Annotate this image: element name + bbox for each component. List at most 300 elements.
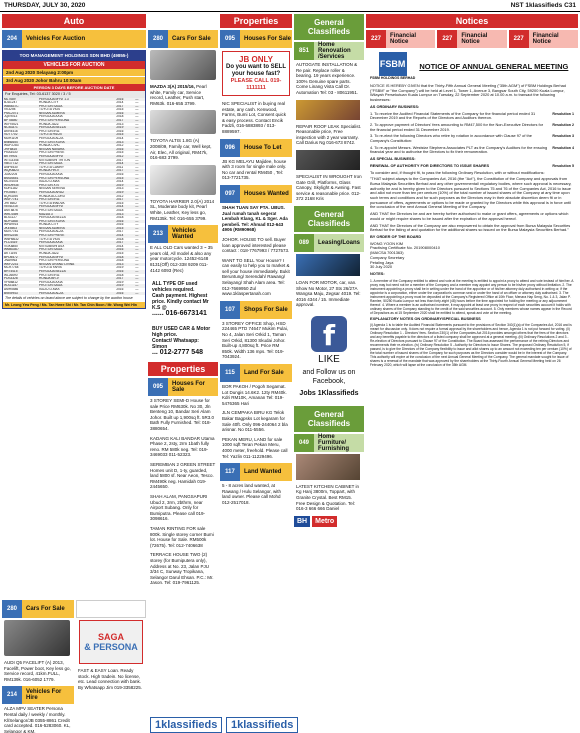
mid2-text-2: JB KG MELAYU Majidee, house with 3 room for single male only. No car and rental RM450 , Tel: 013-7721735. xyxy=(222,158,287,181)
vfa-cell: — xyxy=(135,115,139,119)
notices-column xyxy=(366,14,578,369)
notice-item-4-res: Resolution 4 xyxy=(552,145,574,150)
vfa-cell: 2016 xyxy=(116,270,124,273)
vfa-contacts: Mr. Leong Yew Peng / Ms. Tan Hwee Shi / Mr. Tan Chin Boon / Mr. Wong Wei Hin xyxy=(3,302,145,309)
used-vehicle-l2: Cash payment. Highest price. Kindly contact Mr K.S @ xyxy=(152,293,209,312)
vfa-cell: VFM8812 xyxy=(4,280,18,284)
cfs-num: 280 xyxy=(2,600,22,618)
notice-tab-3-num: 227 xyxy=(509,30,529,48)
vfa-cell: — xyxy=(135,126,139,130)
vfa-cell: — xyxy=(135,259,139,263)
vfa-cell: KDR1182 xyxy=(4,187,18,191)
notice-intro: NOTICE IS HEREBY GIVEN that the Thirty-Fifth Annual General Meeting ("35th AGM") of FSBM Holdings Berhad ("FSBM" or "the Company") will be held at Level 1, Tower 1, Avenue 3, Bangsar South City, 59200 Kuala Lumpur, Wilayah Persekutuan Kuala Lumpur on Tuesday, 22 September 2020 at 10.00 a.m. to transact the following businesses: xyxy=(370,83,566,103)
gate-photo xyxy=(296,150,360,170)
vfa-cell: 2014 xyxy=(116,162,124,166)
vfa-cell: PERODUA AXIA xyxy=(39,172,63,176)
vfa-cell: 2014 xyxy=(116,205,124,209)
vfa-cell: AKT1194 xyxy=(4,252,18,256)
notice-item-3-text: 3. To re-elect the following Directors who retire by rotation in accordance with Clause 97 of the Company's Constitution: xyxy=(370,133,532,144)
vfa-cell: — xyxy=(135,280,139,284)
gc-band-3: General Classifieds xyxy=(294,406,364,432)
vfa-cell: — xyxy=(135,205,139,209)
vfa-cell: 2017 xyxy=(116,277,124,281)
vfa-cell: 2017 xyxy=(116,241,124,245)
vfa-cell: AKR4416 xyxy=(4,129,18,133)
vfa-cell: WQK8823 xyxy=(4,169,19,173)
vfa-cell: BNS9943 xyxy=(4,291,18,295)
vw-header xyxy=(148,225,218,243)
vfa-cell: 2016 xyxy=(116,111,124,115)
vfa-cell: PERODUA MYVI xyxy=(39,205,64,209)
notice-item-3-res: Resolution 3 xyxy=(552,134,574,139)
harrier-photo xyxy=(150,165,216,195)
notice-tab-1-num: 227 xyxy=(366,30,386,48)
vfa-cell: AMT8876 xyxy=(4,208,18,212)
htl-num: 096 xyxy=(220,139,240,157)
gc-text-3: SPECIALIST IN WROUGHT Iron Gate Grill, Platforms, Glass Canopy, Skylight & Awning. Fast service & reasonable price. 012-372 2168 Kris xyxy=(296,173,362,202)
sfs-num: 107 xyxy=(220,301,240,319)
vfa-cell: JKE5503 xyxy=(4,226,17,230)
vfa-cell: HONDA JAZZ xyxy=(39,122,59,126)
vfa-cell: NISSAN ALMERA xyxy=(39,226,65,230)
vfa-cell: PERODUA ALZA xyxy=(39,137,64,141)
saga-ad-top xyxy=(76,600,146,618)
vfa-cell: MITSUBISHI ASX xyxy=(39,244,65,248)
vfa-cell: NISSAN GRAND LIVINA xyxy=(39,262,75,266)
vfa-cell: 2015 xyxy=(116,151,124,155)
vfa-cell: — xyxy=(135,255,139,259)
vfa-cell: WRL4459 xyxy=(4,212,19,216)
vfa-cell: WLJ6690 xyxy=(4,273,18,277)
vfa-cell: — xyxy=(135,140,139,144)
vfa-cell: JLM2204 xyxy=(4,172,18,176)
vfa-cell: WB6637C xyxy=(4,104,19,108)
notice-p5: AND THAT the Directors of the Company are also empowered to obtain the approval from Bursa Malaysia Securities Berhad for the listing of and quotation for the additional shares so issued on the Bursa Malaysia Securities Berhad." xyxy=(370,222,571,233)
vfa-cell: — xyxy=(135,241,139,245)
vfa-cell: ML7689 xyxy=(4,97,16,101)
buy-car-l1: BUY USED CAR & Motor high price. xyxy=(152,326,211,339)
auto-cfs-column xyxy=(2,598,74,733)
vfa-cell: PMC2071 xyxy=(4,111,19,115)
gc-band: General Classifieds xyxy=(294,14,364,40)
vfa-notice: PERSON 3 DAYS BEFORE AUCTION DATE xyxy=(3,84,145,91)
facebook-promo xyxy=(294,316,364,400)
vfa-cell: — xyxy=(135,133,139,137)
jb-only-body: Do you want to SELL your house fast? xyxy=(226,64,286,77)
vfa-cell: PERODUA BEZZA xyxy=(39,270,66,273)
vfa-cell: — xyxy=(135,244,139,248)
mazda-photo xyxy=(150,50,216,80)
vfa-cell: JHT6602 xyxy=(4,201,17,205)
hw-num: 097 xyxy=(220,185,240,203)
cfs-header xyxy=(2,600,74,618)
mid1-house-1: 3 STOREY SEMI-D House for sale Price RM630k. No 30, Jln Benteng 10, Bandar Seri Alam Johor. Built up 1,900sq ft. 5R3.0 Bath Fully Furnished. Tel: 018-3880654. xyxy=(150,398,215,432)
toyota-photo xyxy=(150,110,216,134)
notices-band: Notices xyxy=(366,14,578,28)
vfa-cell: 2015 xyxy=(116,108,124,112)
vfa-cell: HONDA JAZZ xyxy=(39,252,59,256)
vfa-cell: VEN2215 xyxy=(4,205,18,209)
vfa-cell: 2018 xyxy=(116,237,124,241)
vfa-cell: — xyxy=(135,234,139,238)
vfa-cell: — xyxy=(135,172,139,176)
vfa-cell: — xyxy=(135,176,139,180)
vfa-cell: — xyxy=(135,262,139,266)
vfa-cell: PROTON IRIZ xyxy=(39,198,60,202)
mazda-ad xyxy=(148,82,218,108)
vfa-cell: TOYOTA HILUX xyxy=(39,133,62,137)
jb-only-title: JB ONLY xyxy=(239,55,273,64)
vw-text: E ALL OLD Cars wanted 3 ~ 35 years old, All model & also any year motorcycle. 12452-6148 8131(Off) 012-338 9209 011-4142 6093 (Rec) xyxy=(150,245,213,273)
vfa-cell: BKT9901 xyxy=(4,155,18,158)
vfa-cell: 2012 xyxy=(116,144,124,148)
vfa-cell: 2015 xyxy=(116,133,124,137)
vfa-cell: 2019 xyxy=(116,266,124,270)
vfa-cell: — xyxy=(135,291,139,295)
mid2-text-6: 3 STOREY OFFICE Shop, HSD 224465 PTD 74647 Mukim Pulai, No 4, Jalan Seri Orkid 1, Taman Seri Orkid, 81300 Skudai Johor. Built-up 4,800sq ft. Price RM 850k. Width 136 mps. Tel: 019-7043924. xyxy=(222,320,289,360)
notice-special-title: RENEWAL OF AUTHORITY FOR DIRECTORS TO ISSUE SHARES xyxy=(370,162,490,168)
vfa-cell: — xyxy=(135,104,139,108)
mid1-house-2: KADANG KALI BANDAR Utama Phase 2, 2sty, 2rm 1bath fully reno. RM 580k neg. Tel: 019-3469033 011-52323. xyxy=(150,435,215,458)
gc-band-2: General Classifieds xyxy=(294,206,364,232)
vfa-cell: 2017 xyxy=(116,104,124,108)
vfa-cell: 2016 xyxy=(116,172,124,176)
vfa-cell: 2015 xyxy=(116,201,124,205)
vfa-cell: 2019 xyxy=(116,280,124,284)
vw-num: 213 xyxy=(148,225,168,243)
vfa-cell: — xyxy=(135,226,139,230)
vfa-cell: PLC4419 xyxy=(4,241,18,245)
vfa-cell: TOYOTA INNOVA xyxy=(39,201,65,205)
vfa-num: 204 xyxy=(2,30,22,48)
notice-tab-2-title: Financial Notice xyxy=(457,30,506,48)
vfa-enquiries: For Enquiries, Tel: 03-6137 3020 / 3 / 5 xyxy=(3,91,145,98)
notice-signature: WONG YOON KIM Practising Certificate No. 201908000410 (MAICSA 7001363) Company Secretary Petaling Jaya 30 July 2020 xyxy=(370,240,440,270)
vfa-cell: — xyxy=(135,277,139,281)
vfa-cell: WVD9935 xyxy=(4,183,19,187)
vfa-cell: WSF7741 xyxy=(4,198,19,202)
vfa-cell: 2014 xyxy=(116,244,124,248)
vfa-cell: 2013 xyxy=(116,187,124,191)
vfa-cell: BQR3390 xyxy=(4,194,18,198)
mid1-house-5: TAMAN RINTING FOR sale 800k. Single storey corner Bumi lot. House for Sale. RM500k (72675). Tel: 012-7406638 xyxy=(150,525,214,548)
vfa-cell: PROTON SAGA xyxy=(39,284,63,288)
vfa-cell: TOYOTA VIOS xyxy=(39,108,61,112)
vfa-cell: PROTON IRIZ xyxy=(39,129,60,133)
auto-column xyxy=(2,14,146,309)
notice-item-1-text: 1. To receive the Audited Financial Statements of the Company for the financial period ended 31 December 2019 and the Reports of the Directors and Auditors thereon. xyxy=(370,110,536,121)
vfa-cell: VK3298 xyxy=(4,108,16,112)
vfa-cell: HONDA CIVIC xyxy=(39,144,60,148)
vfa-cell: ANP5530 xyxy=(4,165,18,169)
vfa-cell: PROTON SAGA xyxy=(39,248,63,252)
notice-tab-1-title: Financial Notice xyxy=(386,30,435,48)
vfa-cell: — xyxy=(135,223,139,227)
vfa-cell: JNA9963 xyxy=(4,259,18,263)
vfa-cell: 2014 xyxy=(116,137,124,141)
gc-text-2: REPAIR ROOF LEAK Specialist. Reasonable price, Free inspection with 2 year warranty. Call Darius Ng 016-673 8742. xyxy=(296,123,362,146)
vfa-date-1: 2nd Aug 2020 Selayang 2:00pm xyxy=(3,69,145,76)
vfa-cell: PERODUA ARUZ xyxy=(39,190,65,194)
vfa-cell: AMH5586 xyxy=(4,287,19,291)
vfa-cell: — xyxy=(135,108,139,112)
vfa-cell: PROTON PREVE xyxy=(39,151,65,155)
vfa-cell: PROTON X70 xyxy=(39,183,60,187)
vfa-cell: BMG6651 xyxy=(4,176,19,180)
vfa-cell: — xyxy=(135,187,139,191)
vfa-cell: ISUZU D-MAX xyxy=(39,180,60,184)
harrier-ad: TOYOTA HARRIER 2.0(A) 2014 SL, Moderate body kit, Pearl White, Leather, Key less go, RM135k. Tel: 016-655 3799. xyxy=(150,198,215,221)
toyota-altis-ad: TOYOTA ALTIS 1.8G (A) 2008/09, Family car, Well kept, Air, Elec, All original, RM47k, 016-683 3799. xyxy=(150,138,212,161)
facebook-icon[interactable]: f xyxy=(311,316,347,352)
vfa-cell: BPD5572 xyxy=(4,255,18,259)
vfa-cell: WKF2231 xyxy=(4,262,19,266)
1klassifieds-logo: 1klassifieds xyxy=(150,717,222,733)
htl-title: House To Let xyxy=(240,139,292,157)
vfa-cell: — xyxy=(135,208,139,212)
mid1-properties-band: Properties xyxy=(148,362,218,376)
vfa-cell: — xyxy=(135,248,139,252)
vfa-cell: PROTON IRIZ xyxy=(39,273,60,277)
vfa-cell: 2016 xyxy=(116,291,124,295)
jb-only-ad xyxy=(222,51,290,96)
vfa-cell: 2013 xyxy=(116,262,124,266)
lfs-header xyxy=(220,364,292,382)
vfa-cell: — xyxy=(135,119,139,123)
notice-notes: 1. A member of the Company entitled to attend and vote at the meeting is entitled to appoint a proxy to attend and vote instead of him/her. A proxy may but need not be a member of the Company and a member may appoint any person to be his/her proxy without limitation. 2. The instrument appointing a proxy shall be in writing under the hand of the appointor or of his/her attorney duly authorised in writing or, if the appointor is a corporation, either under the corporation's common seal or under the hand of an officer or attorney duly authorised. 3. The instrument appointing a proxy must be deposited at the Company's Registered Office at 10th Floor, Menara Hap Seng, No. 1 & 3, Jalan P. Ramlee, 50250 Kuala Lumpur not less than forty-eight (48) hours before the time appointed for holding the meeting or any adjournment thereof. 4. Where a member is an authorised nominee, it may appoint at least one proxy in respect of each securities account it holds with ordinary shares of the Company standing to the credit of the said securities account. 5. Only members whose names appear in the Record of Depositors as at 15 September 2020 shall be entitled to attend, speak and vote at the meeting. xyxy=(370,278,574,315)
mid2-text-4: JOHOR. HOUSE TO sell. Buyer loan approved interested please contact : 018-7767993 / 7727573. xyxy=(222,236,290,254)
vfa-cell: PROTON SAGA xyxy=(39,104,63,108)
vfa-cell: 2015 xyxy=(116,252,124,256)
mid1-hfs-title: Houses For Sale xyxy=(168,378,218,396)
notice-item-4-text: 4. To re-appoint Messrs. Weststar Stephens Associates PLT as the Company's Auditors for the ensuing financial year and to authorise the Directors to fix their remuneration. xyxy=(370,144,548,155)
car-photo xyxy=(4,620,70,656)
vfa-cell: NISSAN SERENA xyxy=(39,187,65,191)
vfa-cell: VGK8850 xyxy=(4,244,18,248)
mid1-band-spacer xyxy=(148,14,218,28)
vfa-cell: 2018 xyxy=(116,255,124,259)
vfa-footnote: The details of vehicles on board above are subject to change by the auction house xyxy=(5,296,133,301)
vfa-cell: 2018 xyxy=(116,259,124,263)
vfa-cell: NDP3368 xyxy=(4,219,18,223)
auto-band: Auto xyxy=(2,14,146,28)
vfa-cell: 2013 xyxy=(116,122,124,126)
hire-text: ALZA MPV SEATER Persona Rental daily / weekly / monthly. Kl/Selangor/JB 0355-8861 Credit card accepted. 016-5283060. KL, Selangor & KM. xyxy=(4,706,71,733)
notice-item-2-text: 2. To approve payment of Directors' fees amounting to RM47,500 for the Non-Executive Directors for the financial period ended 31 December 2019. xyxy=(370,121,544,132)
lfs-title: Land For Sale xyxy=(240,364,292,382)
notice-tab-2 xyxy=(437,30,506,48)
vfa-cell: — xyxy=(135,180,139,184)
vfa-cell: — xyxy=(135,111,139,115)
vfa-cell: PROTON SAGA xyxy=(39,208,63,212)
mid2-text-7: BOR PAKOH / Pogoh Segamat. Lot Dungis 14.6K2. 12ty RM40k. Kdri RM10K, Amanan Tel: 019-5476365 Hari xyxy=(222,384,287,406)
vfa-cell: VBG7712 xyxy=(4,162,18,166)
vfa-cell: PROTON PERSONA xyxy=(39,259,70,263)
auto-ad2-column xyxy=(76,598,146,692)
mazda-ad-title: MAZDA 3(A) 2015/16, xyxy=(150,84,195,89)
loan-header xyxy=(294,234,364,252)
vfa-cell: JRF8815 xyxy=(4,147,17,151)
fb-page: Jobs 1Klassifieds xyxy=(299,389,359,397)
vfa-cell: 2015 xyxy=(116,226,124,230)
notice-item-1-res: Resolution 1 xyxy=(552,111,574,116)
lw-num: 117 xyxy=(220,463,240,481)
hr-title: Home Renovation /Services xyxy=(314,42,364,60)
used-vehicle-ad xyxy=(150,278,216,320)
vfa-cell: — xyxy=(135,252,139,256)
vfa-cell: 2011 xyxy=(116,165,124,169)
vfa-cell: — xyxy=(135,122,139,126)
vfa-cell: — xyxy=(135,158,139,162)
buy-car-ad xyxy=(150,323,216,359)
vfa-cell: 2019 xyxy=(116,183,124,187)
loan-photo xyxy=(296,254,360,276)
lw-header xyxy=(220,463,292,481)
vfa-cell: 2017 xyxy=(116,198,124,202)
vfa-cell: — xyxy=(135,101,139,105)
vfa-cell: — xyxy=(135,137,139,141)
vfa-date-2: 3rd Aug 2020 Johor Bahru 10:00am xyxy=(3,76,145,84)
hw-header xyxy=(220,185,292,203)
bh-logo: BH xyxy=(294,516,310,527)
vfa-cell: 2012 xyxy=(116,194,124,198)
saga-ad xyxy=(79,620,143,664)
furn-num: 049 xyxy=(294,434,314,452)
hw-title: Houses Wanted xyxy=(240,185,292,203)
vfa-cell: BPT8840 xyxy=(4,119,18,123)
vfa-cell: PRJ5567 xyxy=(4,190,18,194)
header-date: THURSDAY, JULY 30, 2020 xyxy=(4,2,86,9)
vfa-cell: — xyxy=(135,151,139,155)
vfa-cell: WXY5521 xyxy=(4,122,19,126)
notice-tab-3 xyxy=(509,30,578,48)
vfa-cell: PERODUA AXIA xyxy=(39,241,63,245)
roof-photo xyxy=(296,100,360,120)
vfa-cell: 2014 xyxy=(116,180,124,184)
hr-num: 851 xyxy=(294,42,314,60)
vfa-cell: WNH6632 xyxy=(4,237,19,241)
hr-header xyxy=(294,42,364,60)
cfs-title: Cars For Sale xyxy=(22,600,74,618)
buy-car-phone: ... 012-2777 548 xyxy=(152,349,203,357)
vfa-cell: 2013 xyxy=(116,140,124,144)
vfa-cell: PROTON EXORA xyxy=(39,140,65,144)
vfa-cell: WJG1157 xyxy=(4,284,18,288)
page-header xyxy=(0,0,580,12)
vfa-cell: PERODUA ALZA xyxy=(39,291,64,295)
vfa-cell: PERODUA MYVI 1.3 xyxy=(39,97,69,101)
vfa-cell: 2014 xyxy=(116,101,124,105)
vfa-cell: PROTON PREVE xyxy=(39,234,65,238)
fb-follow: and Follow us on Facebook, xyxy=(302,368,356,385)
vfa-cell: — xyxy=(135,183,139,187)
vfa-cell: — xyxy=(135,216,139,220)
vfa-cell: — xyxy=(135,284,139,288)
notice-tab-2-num: 227 xyxy=(437,30,457,48)
vfa-cell: WTG3346 xyxy=(4,158,19,162)
vfa-cell: HONDA CITY xyxy=(39,101,59,105)
notice-title: NOTICE OF ANNUAL GENERAL MEETING xyxy=(419,61,569,71)
vfa-cell: TOYOTA YARIS xyxy=(39,266,62,270)
vfa-cell: 2018 xyxy=(116,208,124,212)
mid1-cfs-num: 280 xyxy=(148,30,168,48)
mid1-column xyxy=(148,14,218,588)
vfa-cell: HONDA BR-V xyxy=(39,277,59,281)
vfa-title: Vehicles For Auction xyxy=(22,30,146,48)
vfa-cell: — xyxy=(135,237,139,241)
buy-car-l2: Contact/ Whatsapp: Simon xyxy=(152,338,199,351)
vfa-cell: 2019 xyxy=(116,284,124,288)
notice-item-5-res: Resolution 5 xyxy=(552,163,574,168)
vfa-cell: — xyxy=(135,129,139,133)
vfa-cell: HONDA HR-V xyxy=(39,169,60,173)
vfa-ad xyxy=(2,50,146,309)
vfa-cell: PERODUA AXIA xyxy=(39,280,63,284)
vfa-cell: 2014 xyxy=(116,234,124,238)
vfa-cell: PROTON EXORA xyxy=(39,219,65,223)
vfa-cell: PDS3328 xyxy=(4,277,18,281)
mid2-text-3: SHAH TUAN SAY PTA. UBUS. Jual rumah tanah segera! Lembah Klang, KL & Sger. Ada pembeli. Tel: Ahmad 012-643 4906 (RM90968) xyxy=(222,204,288,233)
loan-title: Leasing/Loans xyxy=(314,234,364,252)
notice-p2: To consider and, if thought fit, to pass the following Ordinary Resolution, with or without modifications: xyxy=(370,169,545,175)
vfa-cell: MDH1109 xyxy=(4,137,19,141)
vfa-cell: — xyxy=(135,198,139,202)
vfa-cell: WUP2283 xyxy=(4,144,19,148)
vfa-cell: TOYOTA VIOS xyxy=(39,237,61,241)
used-vehicle-l1: ALL TYPE OF used vehicles required. xyxy=(152,281,198,294)
vfa-cell: 2016 xyxy=(116,97,124,101)
vfa-cell: PERODUA ALZA xyxy=(39,230,64,234)
vfa-cell: — xyxy=(135,147,139,151)
mid2-text-1: NIC SPECIALIST in buying real estate, any cash. Kenwood, Farms, Bumi Lot, Consent quick & easy process. Contact Encik Fadzli, 016-5883893 / 013-8889597. xyxy=(222,101,287,134)
vfa-cell: PKA4430 xyxy=(4,151,18,155)
vfa-cell: MCX4478 xyxy=(4,180,19,184)
vfa-cell: — xyxy=(135,212,139,216)
vfa-cell: PROTON SAGA xyxy=(39,162,63,166)
vfa-cell: — xyxy=(135,162,139,166)
mid1-house-6: TERRACE HOUSE TWO (2) storey (for Bumiputera only), Address at No. 23, Jalan PJU 3/34 C, Sunway Tropikana, Selangor Darul Ehsan. P.C.: Mr. Jason. Tel: 019-7961125. xyxy=(150,552,214,586)
vfa-cell: VDT7702 xyxy=(4,133,18,137)
used-vehicle-phone: ...... 016-6673141 xyxy=(152,310,207,318)
vfa-cell: 2016 xyxy=(116,147,124,151)
vfa-cell: 2018 xyxy=(116,216,124,220)
vfa-cell: 2016 xyxy=(116,287,124,291)
gc-text-5: LATEST KITCHEN CABINET in Kg Hanj 3800m, Toppart, with Granite Crystal. Best RM15. Free Design & Quotation. Tel: 016-3 666 666 Daniel xyxy=(296,483,360,512)
vfa-cell: PERODUA MYVI xyxy=(39,255,64,259)
sfs-header xyxy=(220,301,292,319)
vfa-cell: — xyxy=(135,201,139,205)
vfa-cell: WMB3307 xyxy=(4,248,19,252)
vfa-cell: 2017 xyxy=(116,169,124,173)
vfa-cell: HONDA ACCORD xyxy=(39,194,65,198)
vfa-cell: HONDA CITY xyxy=(39,223,59,227)
mid2-text-10: 5 - 8 acres land wanted, at Rawang / Hulu Selangor, with land owner. Please call Mohd 012-2517018. xyxy=(222,483,282,505)
saga-ad-text: FAST & EASY Loan. Ready stock. High tradein. No license, etc. Lead connection with bank. By Whatsapp Jim 019-3358225. xyxy=(78,668,143,690)
vfa-cell: JQE9013 xyxy=(4,115,18,119)
furn-header xyxy=(294,434,364,452)
gc-text-4: LOAN FOR MOTOR, car, van. Show No Motor, 27 Sts 26/27A Wangsa Maju, Zegsar 4019. Tel: 4016 4344 / 15. Immediate approval. xyxy=(296,279,361,308)
vfa-cell: BLS1127 xyxy=(4,216,17,220)
properties-band: Properties xyxy=(220,14,292,28)
mid2-column xyxy=(220,14,292,508)
sfs-title: Shops For Sale xyxy=(240,301,292,319)
mid1-house-4: SHAH ALAM, PANGSAPURI Ubud 2, 3rm, 2bthrm, near Airport Subang. Only for Bumiputra. Please call 019-3098616. xyxy=(150,494,208,522)
vfa-heading: VEHICLES FOR AUCTION xyxy=(3,61,145,69)
vfa-cell: — xyxy=(135,97,139,101)
mazda-ad-body: Pearl white, Family car, Service record, Leather, Push start, RM63k. 016-655 3799. xyxy=(150,84,207,106)
gc-text-1: AUTOGATE INSTALLATION & Re pair. Replace roller & bearing. 19 years experience. 100% Genuine spare parts. Come Linang Vista Call Dr. Automation Tel: 03 - 80611951. xyxy=(296,62,359,95)
vfa-cell: — xyxy=(135,273,139,277)
